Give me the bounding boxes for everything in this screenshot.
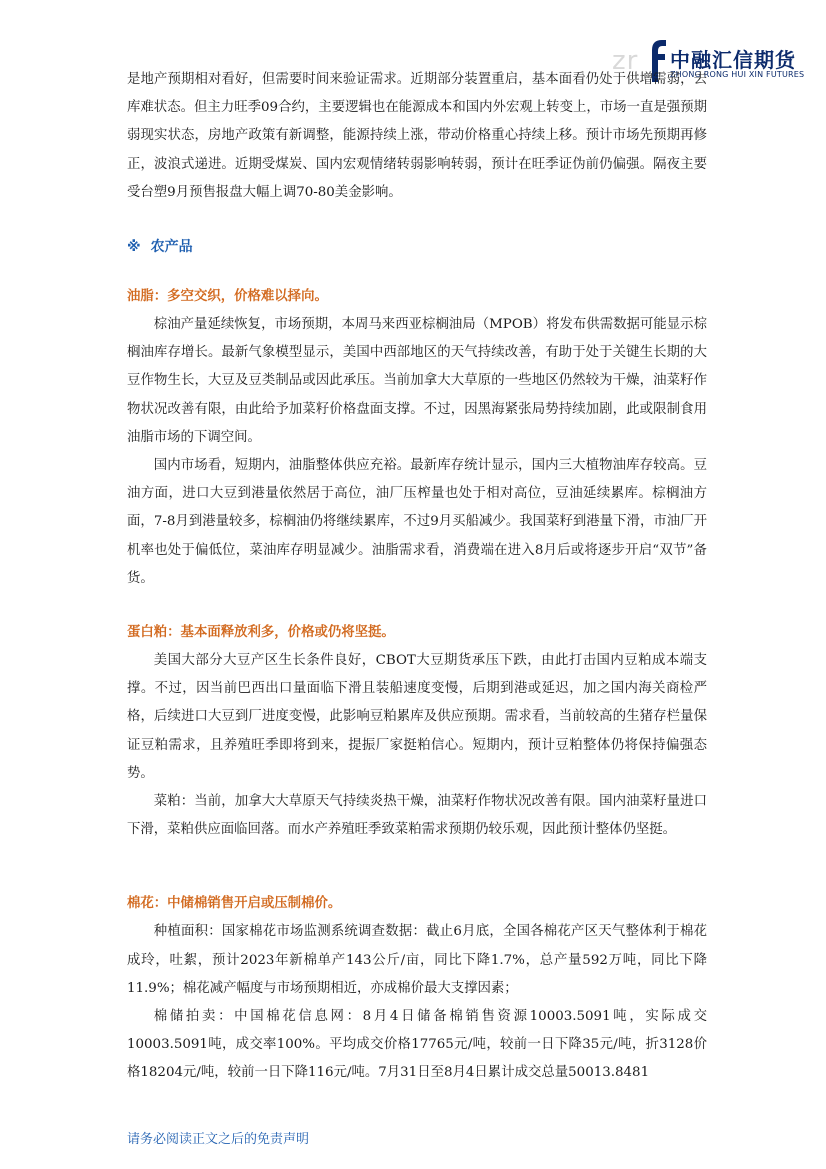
section-mark: ※ bbox=[127, 239, 141, 256]
section-title: 农产品 bbox=[150, 239, 193, 256]
meal-heading: 蛋白粕：基本面释放利多，价格或仍将坚挺。 bbox=[127, 625, 395, 641]
meal-paragraph-1: 美国大部分大豆产区生长条件良好，CBOT大豆期货承压下跌，由此打击国内豆粕成本端支撑。不过，因当前巴西出口量面临下滑且装船速度变慢，后期到港或延迟，加之国内海关商检严格，后续进口大豆到厂进度变慢，此影响豆粕累库及供应预期。需求看，当前较高的生猪存栏量保证豆粕需求，且养殖旺季即将到来，提振厂家挺粕信心。短期内，预计豆粕整体仍将保持偏强态势。 bbox=[127, 653, 707, 781]
cotton-heading: 棉花：中储棉销售开启或压制棉价。 bbox=[127, 896, 342, 912]
company-name: 中融汇信期货 bbox=[670, 48, 796, 72]
cotton-paragraph-2: 棉储拍卖：中国棉花信息网：8月4日储备棉销售资源10003.5091吨，实际成交10003.5091吨，成交率100%。平均成交价格17765元/吨，较前一日下降35元/吨，折3128价格18204元/吨，较前一日下降116元/吨。7月31日至8月4日累计成交总量50013.8481 bbox=[127, 1009, 707, 1081]
section-heading bbox=[127, 233, 707, 261]
disclaimer-footer: 请务必阅读正文之后的免责声明 bbox=[127, 1132, 310, 1147]
company-name-en: ZHONG RONG HUI XIN FUTURES bbox=[670, 70, 805, 79]
report-body bbox=[127, 66, 707, 1088]
cotton-paragraph-1: 种植面积：国家棉花市场监测系统调查数据：截止6月底，全国各棉花产区天气整体利于棉花成玲，吐絮，预计2023年新棉单产143公斤/亩，同比下降1.7%，总产量592万吨，同比下降11.9%；棉花减产幅度与市场预期相近，亦成棉价最大支撑因素； bbox=[127, 924, 707, 996]
meal-paragraph-2: 菜粕：当前，加拿大大草原天气持续炎热干燥，油菜籽作物状况改善有限。国内油菜籽量进口下滑，菜粕供应面临回落。而水产养殖旺季致菜粕需求预期仍较乐观，因此预计整体仍坚挺。 bbox=[127, 794, 707, 838]
oil-heading: 油脂：多空交织，价格难以择向。 bbox=[127, 289, 328, 305]
oil-paragraph-1: 棕油产量延续恢复，市场预期，本周马来西亚棕榈油局（MPOB）将发布供需数据可能显示棕榈油库存增长。最新气象模型显示，美国中西部地区的天气持续改善，有助于处于关键生长期的大豆作物生长，大豆及豆类制品或因此承压。当前加拿大大草原的一些地区仍然较为干燥，油菜籽作物状况改善有限，由此给予加菜籽价格盘面支撑。不过，因黑海紧张局势持续加剧，此或限制食用油脂市场的下调空间。 bbox=[127, 317, 707, 445]
logo-mark: zr bbox=[612, 46, 639, 76]
intro-paragraph: 是地产预期相对看好，但需要时间来验证需求。近期部分装置重启，基本面看仍处于供增需弱，去库难状态。但主力旺季09合约，主要逻辑也在能源成本和国内外宏观上转变上，市场一直是强预期弱现实状态，房地产政策有新调整，能源持续上涨，带动价格重心持续上移。预计市场先预期再修正，波浪式递进。近期受煤炭、国内宏观情绪转弱影响转弱，预计在旺季证伪前仍偏强。隔夜主要受台塑9月预售报盘大幅上调70-80美金影响。 bbox=[127, 72, 707, 200]
oil-paragraph-2: 国内市场看，短期内，油脂整体供应充裕。最新库存统计显示，国内三大植物油库存较高。豆油方面，进口大豆到港量依然居于高位，油厂压榨量也处于相对高位，豆油延续累库。棕榈油方面，7-8月到港量较多，棕榈油仍将继续累库，不过9月买船减少。我国菜籽到港量下滑，市油厂开机率也处于偏低位，菜油库存明显减少。油脂需求看，消费端在进入8月后或将逐步开启“双节”备货。 bbox=[127, 458, 707, 586]
